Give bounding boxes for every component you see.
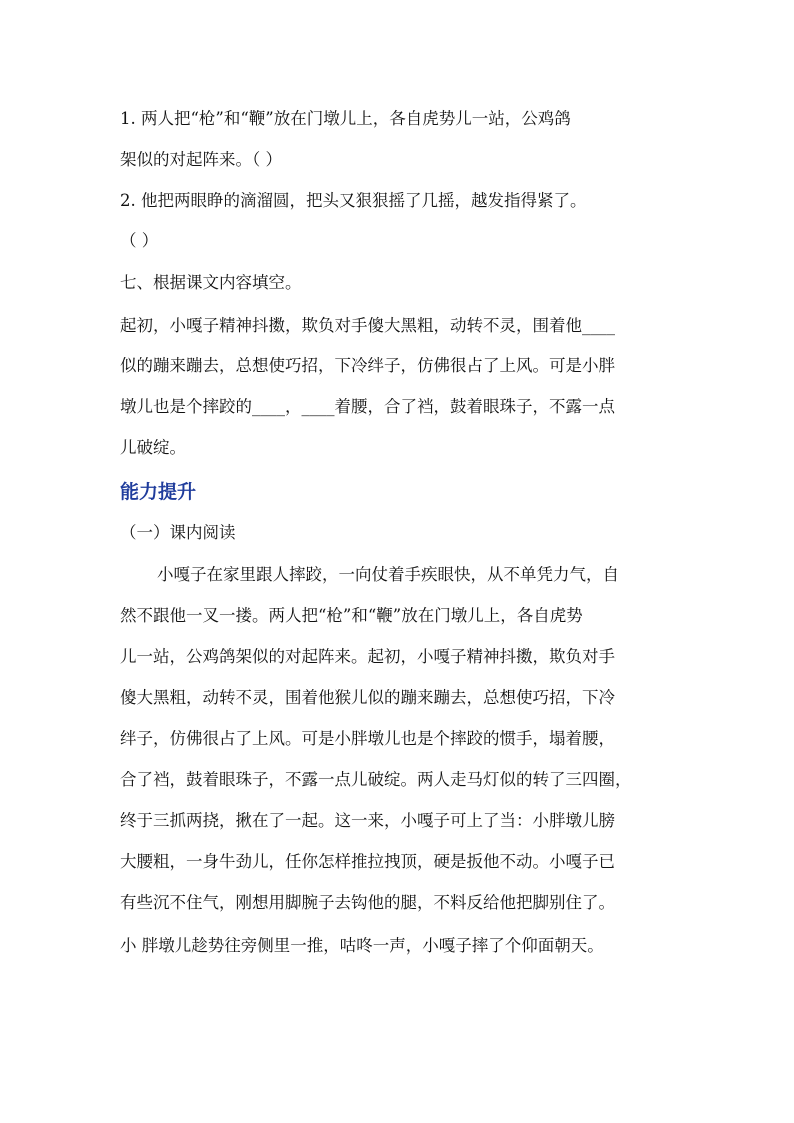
passage-line-7: 终于三抓两挠，揪在了一起。这一来，小嘎子可上了当：小胖墩儿膀: [120, 811, 615, 830]
question-1-line-2: 架似的对起阵来。（ ）: [120, 150, 282, 169]
section-7-title: 七、根据课文内容填空。: [120, 273, 302, 292]
question-1-line-1: 1. 两人把“枪”和“鞭”放在门墩儿上，各自虎势儿一站，公鸡鸽: [120, 109, 571, 128]
question-2-line-2: （ ）: [120, 231, 159, 250]
passage-line-8: 大腰粗，一身牛劲儿，任你怎样推拉拽顶，硬是扳他不动。小嘎子已: [120, 852, 615, 871]
passage-line-10: 小 胖墩儿趁势往旁侧里一推，咕咚一声，小嘎子摔了个仰面朝天。: [120, 936, 604, 955]
fill-blank-line-1: 起初，小嘎子精神抖擞，欺负对手傻大黑粗，动转不灵，围着他____: [120, 316, 615, 335]
passage-line-5: 绊子，仿佛很占了上风。可是小胖墩儿也是个摔跤的惯手，塌着腰，: [120, 729, 615, 748]
fill-blank-line-3: 墩儿也是个摔跤的____，____着腰，合了裆，鼓着眼珠子，不露一点: [120, 397, 615, 416]
fill-blank-line-2: 似的蹦来蹦去，总想使巧招，下冷绊子，仿佛很占了上风。可是小胖: [120, 356, 615, 375]
section-heading: 能力提升: [120, 481, 197, 503]
passage-line-9: 有些沉不住气，刚想用脚腕子去钩他的腿，不料反给他把脚别住了。: [120, 893, 615, 912]
fill-blank-line-4: 儿破绽。: [120, 438, 186, 457]
question-2-line-1: 2. 他把两眼睁的滴溜圆，把头又狠狠摇了几摇，越发指得紧了。: [120, 191, 587, 210]
passage-line-3: 儿一站，公鸡鸽架似的对起阵来。起初，小嘎子精神抖擞，欺负对手: [120, 647, 615, 666]
passage-line-6: 合了裆，鼓着眼珠子，不露一点儿破绽。两人走马灯似的转了三四圈，: [120, 770, 632, 789]
passage-line-1: 小嘎子在家里跟人摔跤，一向仗着手疾眼快，从不单凭力气，自: [157, 565, 619, 584]
passage-line-4: 傻大黑粗，动转不灵，围着他猴儿似的蹦来蹦去，总想使巧招，下冷: [120, 688, 615, 707]
passage-line-2: 然不跟他一叉一搂。两人把“枪”和“鞭”放在门墩儿上，各自虎势: [120, 606, 583, 625]
subsection-title: （一）课内阅读: [120, 523, 236, 542]
